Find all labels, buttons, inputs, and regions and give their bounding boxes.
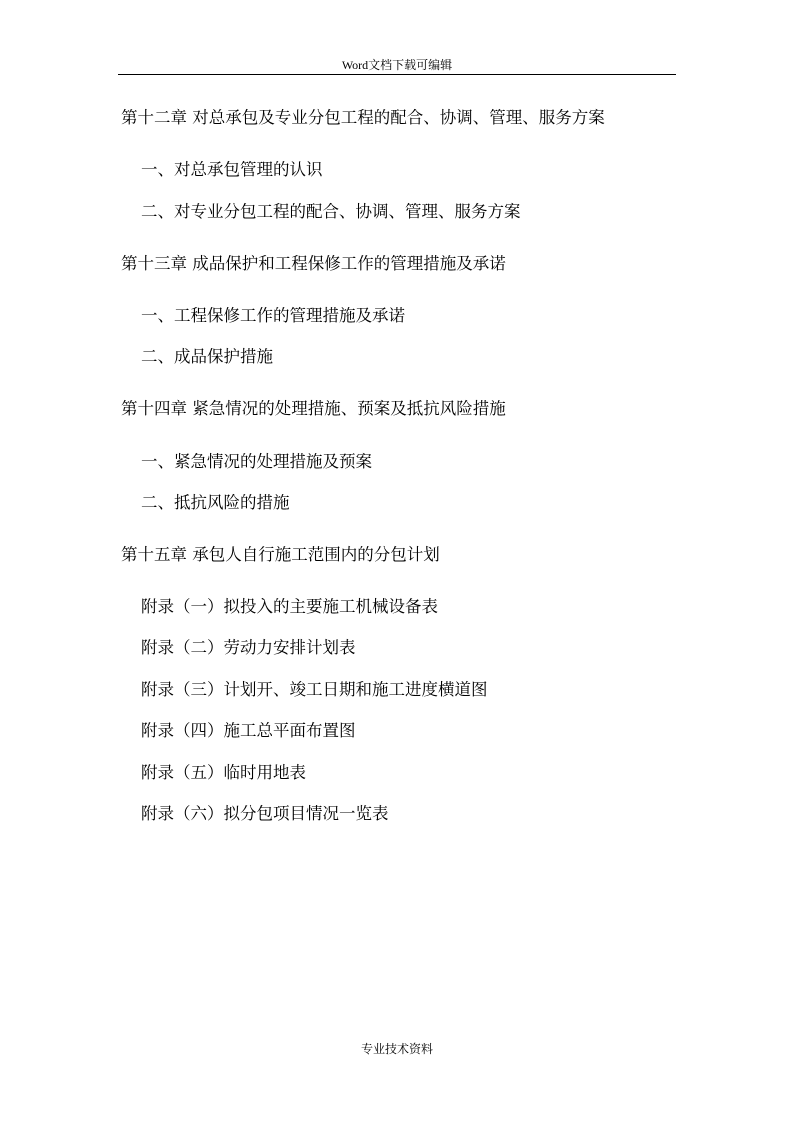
appendix-item: 附录（三）计划开、竣工日期和施工进度横道图 [141,680,488,699]
chapter-13-heading: 第十三章 成品保护和工程保修工作的管理措施及承诺 [121,254,506,273]
chapter-12-section-2: 二、对专业分包工程的配合、协调、管理、服务方案 [141,202,521,221]
page-header: Word文档下载可编辑 [341,58,453,72]
header-divider [118,74,676,75]
chapter-13-section-2: 二、成品保护措施 [141,347,273,366]
chapter-15-heading: 第十五章 承包人自行施工范围内的分包计划 [121,545,440,564]
appendix-item: 附录（二）劳动力安排计划表 [141,638,356,657]
appendix-item: 附录（一）拟投入的主要施工机械设备表 [141,597,438,616]
appendix-item: 附录（四）施工总平面布置图 [141,721,356,740]
chapter-12-section-1: 一、对总承包管理的认识 [141,160,323,179]
page-footer: 专业技术资料 [360,1042,433,1056]
appendix-item: 附录（五）临时用地表 [141,763,306,782]
chapter-14-heading: 第十四章 紧急情况的处理措施、预案及抵抗风险措施 [121,399,506,418]
chapter-14-section-1: 一、紧急情况的处理措施及预案 [141,452,372,471]
chapter-13-section-1: 一、工程保修工作的管理措施及承诺 [141,306,405,325]
appendix-item: 附录（六）拟分包项目情况一览表 [141,804,389,823]
chapter-12-heading: 第十二章 对总承包及专业分包工程的配合、协调、管理、服务方案 [121,108,605,127]
chapter-14-section-2: 二、抵抗风险的措施 [141,493,290,512]
